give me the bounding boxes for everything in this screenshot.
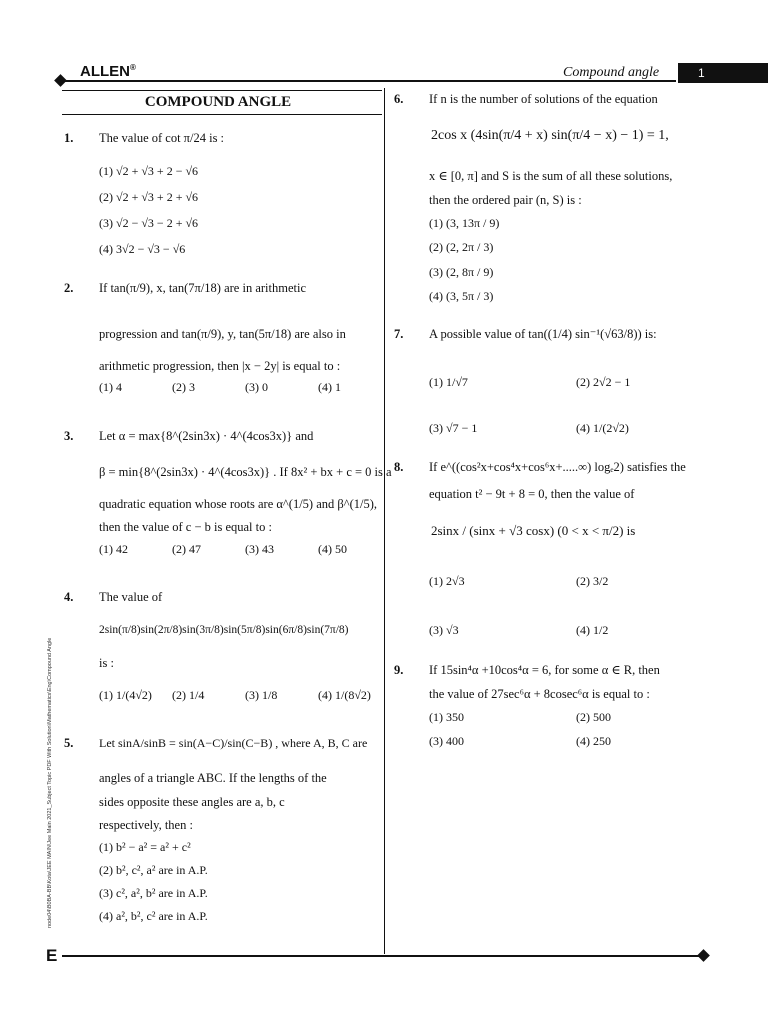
question-text: A possible value of tan((1/4) sin⁻¹(√63/8)) is: — [429, 327, 657, 341]
question-number: 4. — [64, 590, 74, 604]
question-text: Let α = max{8^(2sin3x) · 4^(4cos3x)} and — [99, 429, 314, 443]
option: (4) 1/(8√2) — [318, 688, 371, 702]
page-number: 1 — [698, 66, 705, 80]
option: (2) 47 — [172, 542, 201, 556]
option: (4) 1/(2√2) — [576, 421, 629, 435]
footer-diamond — [697, 949, 710, 962]
question-text: the value of 27sec⁶α + 8cosec⁶α is equal to : — [429, 687, 650, 701]
question-text: x ∈ [0, π] and S is the sum of all these solutions, — [429, 169, 673, 183]
option: (2) (2, 2π / 3) — [429, 240, 494, 254]
column-divider — [384, 88, 385, 954]
question-text: 2sin(π/8)sin(2π/8)sin(3π/8)sin(5π/8)sin(6π/8)sin(7π/8) — [99, 624, 349, 636]
option: (1) 2√3 — [429, 574, 465, 588]
footer-letter: E — [46, 946, 58, 965]
page-number-tab — [678, 63, 768, 83]
question-text: equation t² − 9t + 8 = 0, then the value of — [429, 487, 635, 501]
option: (4) a², b², c² are in A.P. — [99, 909, 208, 923]
option: (3) c², a², b² are in A.P. — [99, 886, 208, 900]
question-text: progression and tan(π/9), y, tan(5π/18) are also in — [99, 327, 346, 341]
option: (3) 400 — [429, 734, 464, 748]
question-text: sides opposite these angles are a, b, c — [99, 795, 285, 809]
question-text: If n is the number of solutions of the equation — [429, 92, 658, 106]
question-number: 5. — [64, 736, 74, 750]
question-text: then the ordered pair (n, S) is : — [429, 193, 582, 207]
question-text: The value of cot π/24 is : — [99, 131, 225, 145]
question-text: If 15sin⁴α +10cos⁴α = 6, for some α ∈ R, then — [429, 663, 660, 677]
option: (3) 43 — [245, 542, 274, 556]
option: (3) √2 − √3 − 2 + √6 — [99, 216, 199, 230]
question-text: If tan(π/9), x, tan(7π/18) are in arithmetic — [99, 281, 306, 295]
side-path-text: node04\B0BA-BB\Kota\JEE MAIN\Jee Main 2021_Subject Topic PDF With Solution\Mathematics\Eng\Compound Angle — [47, 637, 53, 928]
option: (4) 3√2 − √3 − √6 — [99, 242, 186, 256]
section-title: COMPOUND ANGLE — [144, 94, 292, 110]
header-topic: Compound angle — [563, 65, 660, 80]
question-text: quadratic equation whose roots are α^(1/5) and β^(1/5), — [99, 497, 378, 511]
option: (1) (3, 13π / 9) — [429, 216, 500, 230]
question-number: 7. — [394, 327, 404, 341]
question-text: The value of — [99, 590, 163, 604]
question-number: 1. — [64, 131, 74, 145]
question-number: 2. — [64, 281, 74, 295]
option: (3) 0 — [245, 380, 268, 394]
question-text: 2sinx / (sinx + √3 cosx) (0 < x < π/2) is — [431, 523, 636, 538]
option: (2) 2√2 − 1 — [576, 375, 631, 389]
brand-logo: ALLEN® — [80, 63, 136, 80]
option: (4) (3, 5π / 3) — [429, 289, 494, 303]
question-text: respectively, then : — [99, 818, 193, 832]
title-rule-left — [62, 90, 382, 91]
option: (3) (2, 8π / 9) — [429, 265, 494, 279]
question-number: 6. — [394, 92, 404, 106]
option: (3) √3 — [429, 623, 459, 637]
option: (2) 3/2 — [576, 574, 609, 588]
question-text: 2cos x (4sin(π/4 + x) sin(π/4 − x) − 1) = 1, — [431, 128, 669, 143]
option: (2) b², c², a² are in A.P. — [99, 863, 208, 877]
option: (2) 1/4 — [172, 688, 205, 702]
question-number: 3. — [64, 429, 74, 443]
question-text: Let sinA/sinB = sin(A−C)/sin(C−B) , where A, B, C are — [99, 736, 368, 750]
footer-rule — [62, 955, 702, 957]
option: (1) 42 — [99, 542, 128, 556]
option: (4) 50 — [318, 542, 347, 556]
option: (4) 1 — [318, 380, 341, 394]
option: (2) 3 — [172, 380, 195, 394]
option: (1) 350 — [429, 710, 464, 724]
option: (1) 4 — [99, 380, 122, 394]
option: (1) 1/(4√2) — [99, 688, 152, 702]
question-text: is : — [99, 656, 114, 670]
question-text: If e^((cos²x+cos⁴x+cos⁶x+.....∞) logₑ2) satisfies the — [429, 460, 686, 474]
question-number: 8. — [394, 460, 404, 474]
option: (2) √2 + √3 + 2 + √6 — [99, 190, 199, 204]
question-number: 9. — [394, 663, 404, 677]
option: (3) √7 − 1 — [429, 421, 478, 435]
option: (2) 500 — [576, 710, 611, 724]
question-text: arithmetic progression, then |x − 2y| is equal to : — [99, 359, 341, 373]
question-text: β = min{8^(2sin3x) · 4^(4cos3x)} . If 8x² + bx + c = 0 is a — [99, 465, 392, 479]
question-text: then the value of c − b is equal to : — [99, 520, 272, 534]
question-text: angles of a triangle ABC. If the lengths of the — [99, 771, 327, 785]
option: (4) 250 — [576, 734, 611, 748]
option: (3) 1/8 — [245, 688, 278, 702]
option: (1) √2 + √3 + 2 − √6 — [99, 164, 199, 178]
title-underline — [62, 114, 382, 115]
option: (4) 1/2 — [576, 623, 609, 637]
option: (1) 1/√7 — [429, 375, 468, 389]
header-diamond — [54, 74, 67, 87]
option: (1) b² − a² = a² + c² — [99, 840, 191, 854]
